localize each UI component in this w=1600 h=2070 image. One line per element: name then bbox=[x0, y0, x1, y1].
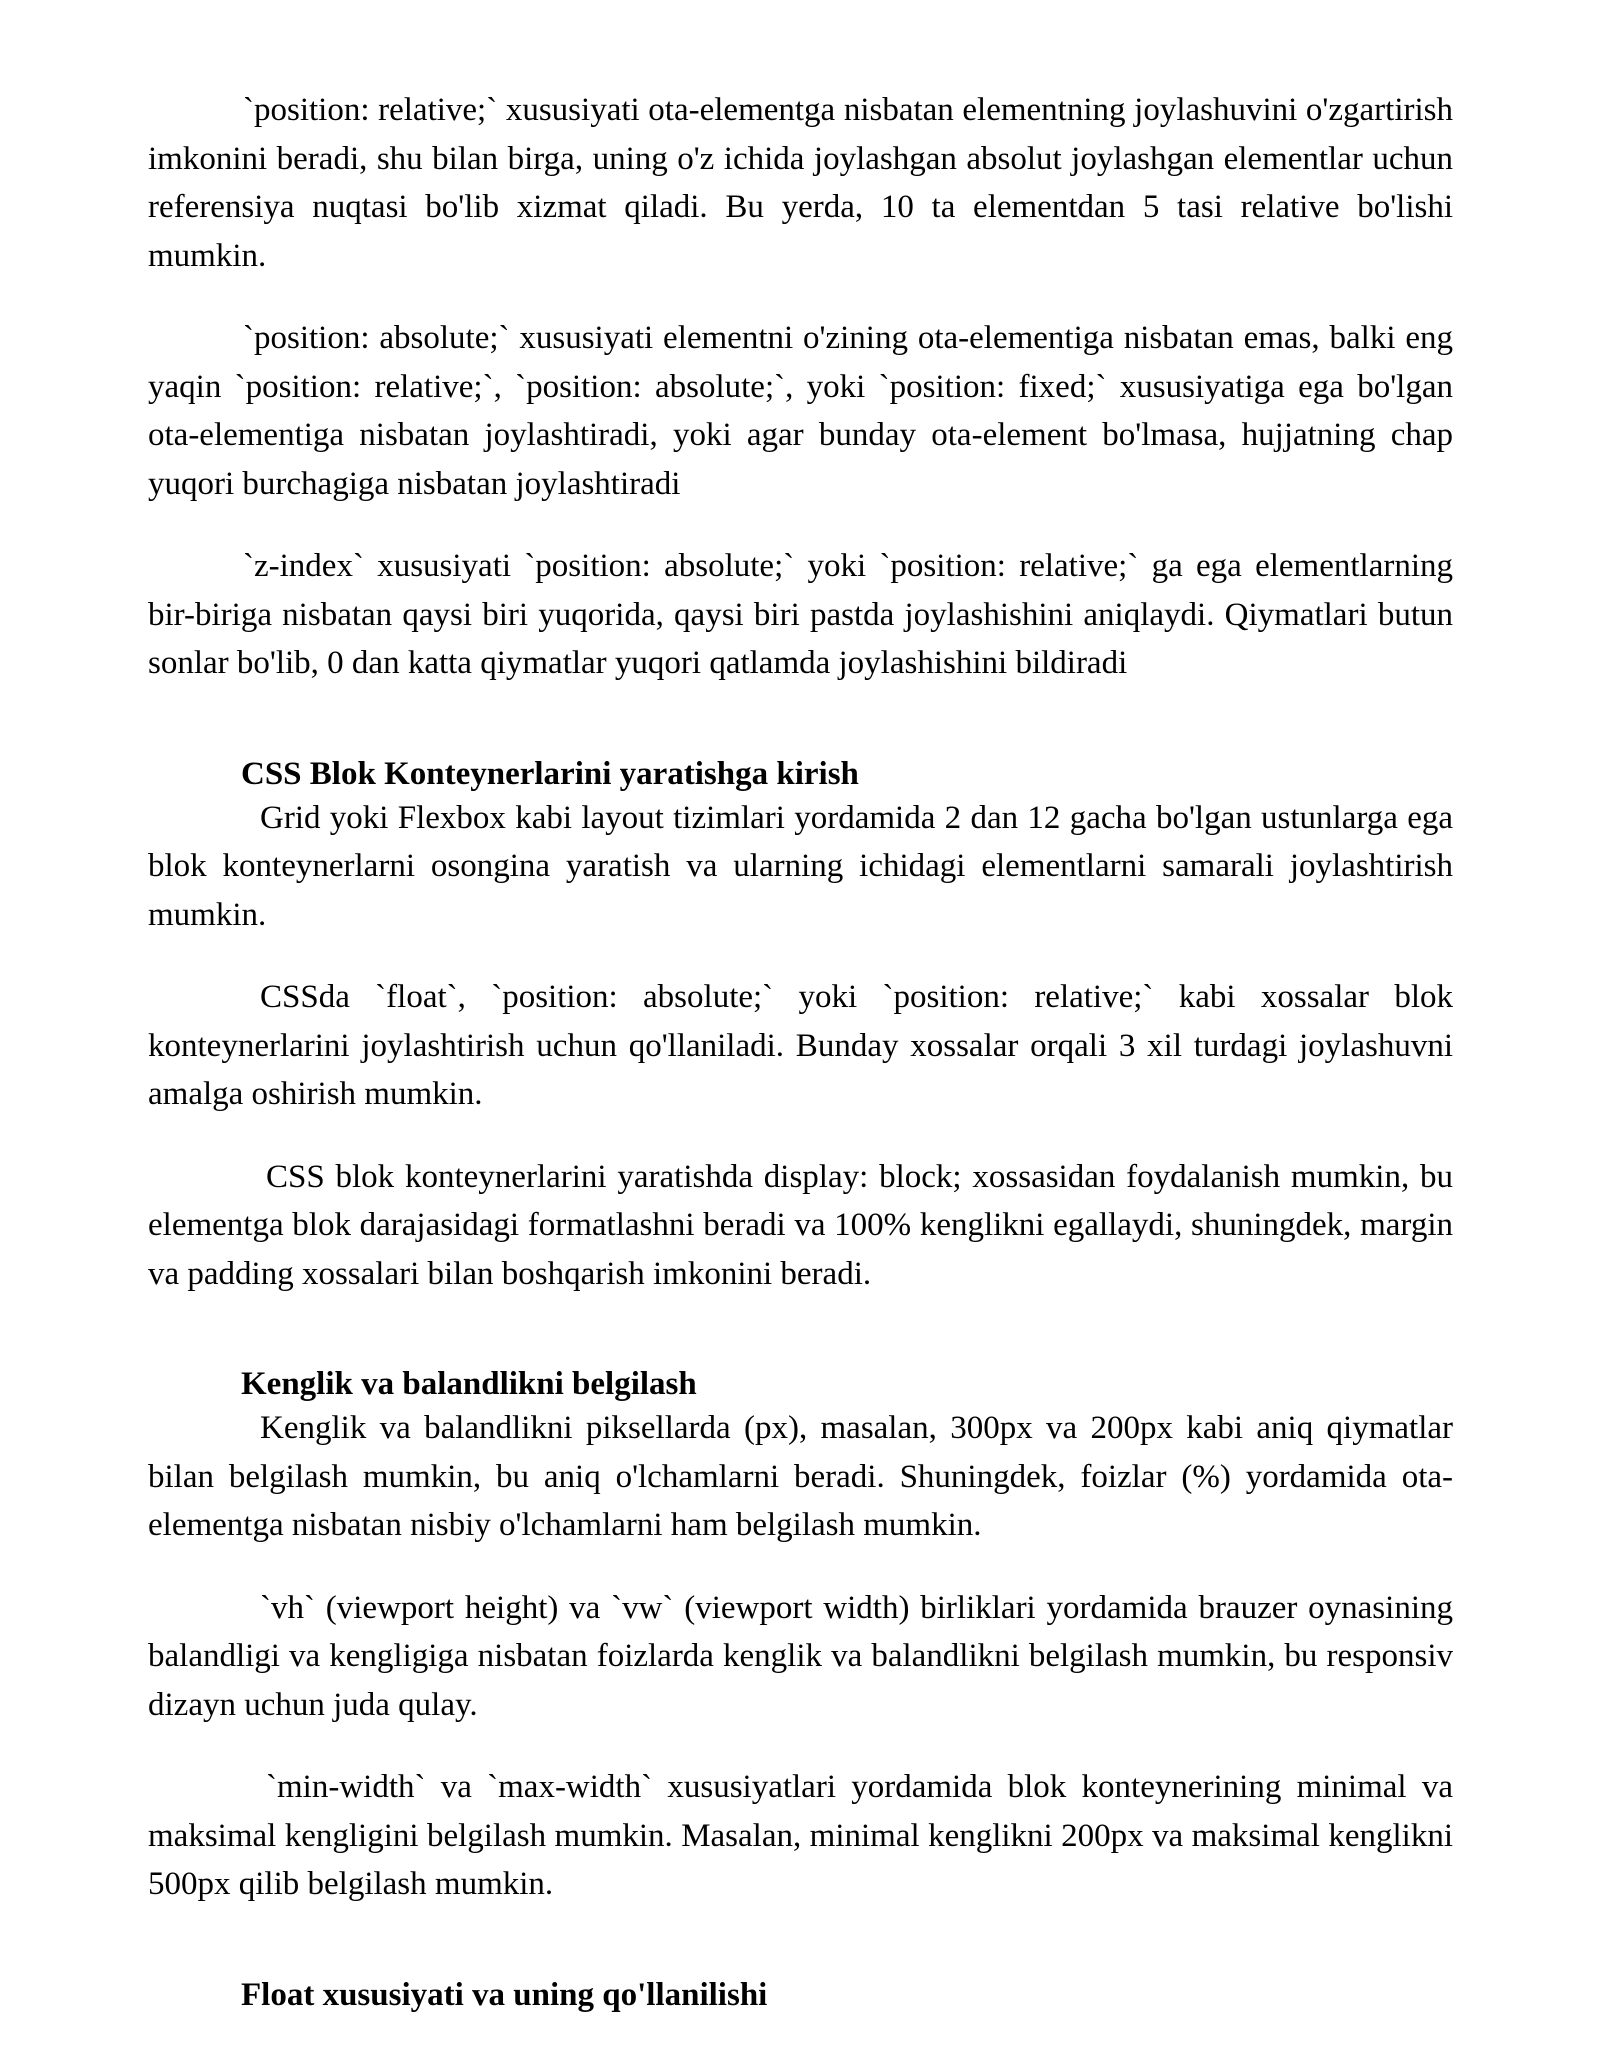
paragraph-vh-vw: `vh` (viewport height) va `vw` (viewport width) birliklari yordamida brauzer oynasining balandligi va kengligiga nisbatan foizlarda kenglik va balandlikni belgilash mumkin, bu responsiv dizayn uchun juda qulay. bbox=[148, 1589, 1453, 1723]
paragraph-cssda-float: CSSda `float`, `position: absolute;` yoki `position: relative;` kabi xossalar blok konteynerlarini joylashtirish uchun qo'llaniladi. Bunday xossalar orqali 3 xil turdagi joylashuvni amalga oshirish mumkin. bbox=[148, 979, 1453, 1112]
paragraph-grid-flexbox: Grid yoki Flexbox kabi layout tizimlari yordamida 2 dan 12 gacha bo'lgan ustunlarga ega blok konteynerlarni osongina yaratish va ularning ichidagi elementlarni samarali joylashtirish mumkin. bbox=[148, 799, 1453, 933]
paragraph-piksellar: Kenglik va balandlikni piksellarda (px), masalan, 300px va 200px kabi aniq qiymatlar bilan belgilash mumkin, bu aniq o'lchamlarni beradi. Shuningdek, foizlar (%) yordamida ota-elementga nisbatan nisbiy o'lchamlarni ham belgilash mumkin. bbox=[148, 1410, 1453, 1543]
spacer bbox=[148, 722, 1453, 754]
document-body bbox=[148, 86, 1453, 2015]
heading-css-blok-konteynerlari: CSS Blok Konteynerlarini yaratishga kirish bbox=[241, 755, 859, 792]
heading-kenglik-balandlik: Kenglik va balandlikni belgilash bbox=[241, 1366, 697, 1402]
spacer bbox=[148, 1943, 1453, 1975]
paragraph-position-relative: `position: relative;` xususiyati ota-elementga nisbatan elementning joylashuvini o'zgartirish imkonini beradi, shu bilan birga, uning o'z ichida joylashgan absolut joylashgan elementlar uchun referensiya nuqtasi bo'lib xizmat qiladi. Bu yerda, 10 ta elementdan 5 tasi relative bo'lishi mumkin. bbox=[148, 92, 1453, 274]
spacer bbox=[148, 1332, 1453, 1364]
paragraph-z-index: `z-index` xususiyati `position: absolute;` yoki `position: relative;` ga ega elementlarning bir-biriga nisbatan qaysi biri yuqorida, qaysi biri pastda joylashishini aniqlaydi. Qiymatlari butun sonlar bo'lib, 0 dan katta qiymatlar yuqori qatlamda joylashishini bildiradi bbox=[148, 548, 1453, 681]
paragraph-display-block: CSS blok konteynerlarini yaratishda display: block; xossasidan foydalanish mumkin, bu elementga blok darajasidagi formatlashni beradi va 100% kenglikni egallaydi, shuningdek, margin va padding xossalari bilan boshqarish imkonini beradi. bbox=[148, 1158, 1453, 1292]
paragraph-min-max-width: `min-width` va `max-width` xususiyatlari yordamida blok konteynerining minimal va maksimal kengligini belgilash mumkin. Masalan, minimal kenglikni 200px va maksimal kenglikni 500px qilib belgilash mumkin. bbox=[148, 1769, 1453, 1902]
paragraph-position-absolute: `position: absolute;` xususiyati elementni o'zining ota-elementiga nisbatan emas, balki eng yaqin `position: relative;`, `position: absolute;`, yoki `position: fixed;` xususiyatiga ega bo'lgan ota-elementiga nisbatan joylashtiradi, yoki agar bunday ota-element bo'lmasa, hujjatning chap yuqori burchagiga nisbatan joylashtiradi bbox=[148, 320, 1453, 502]
heading-float-xususiyati: Float xususiyati va uning qo'llanilishi bbox=[241, 1976, 768, 2013]
